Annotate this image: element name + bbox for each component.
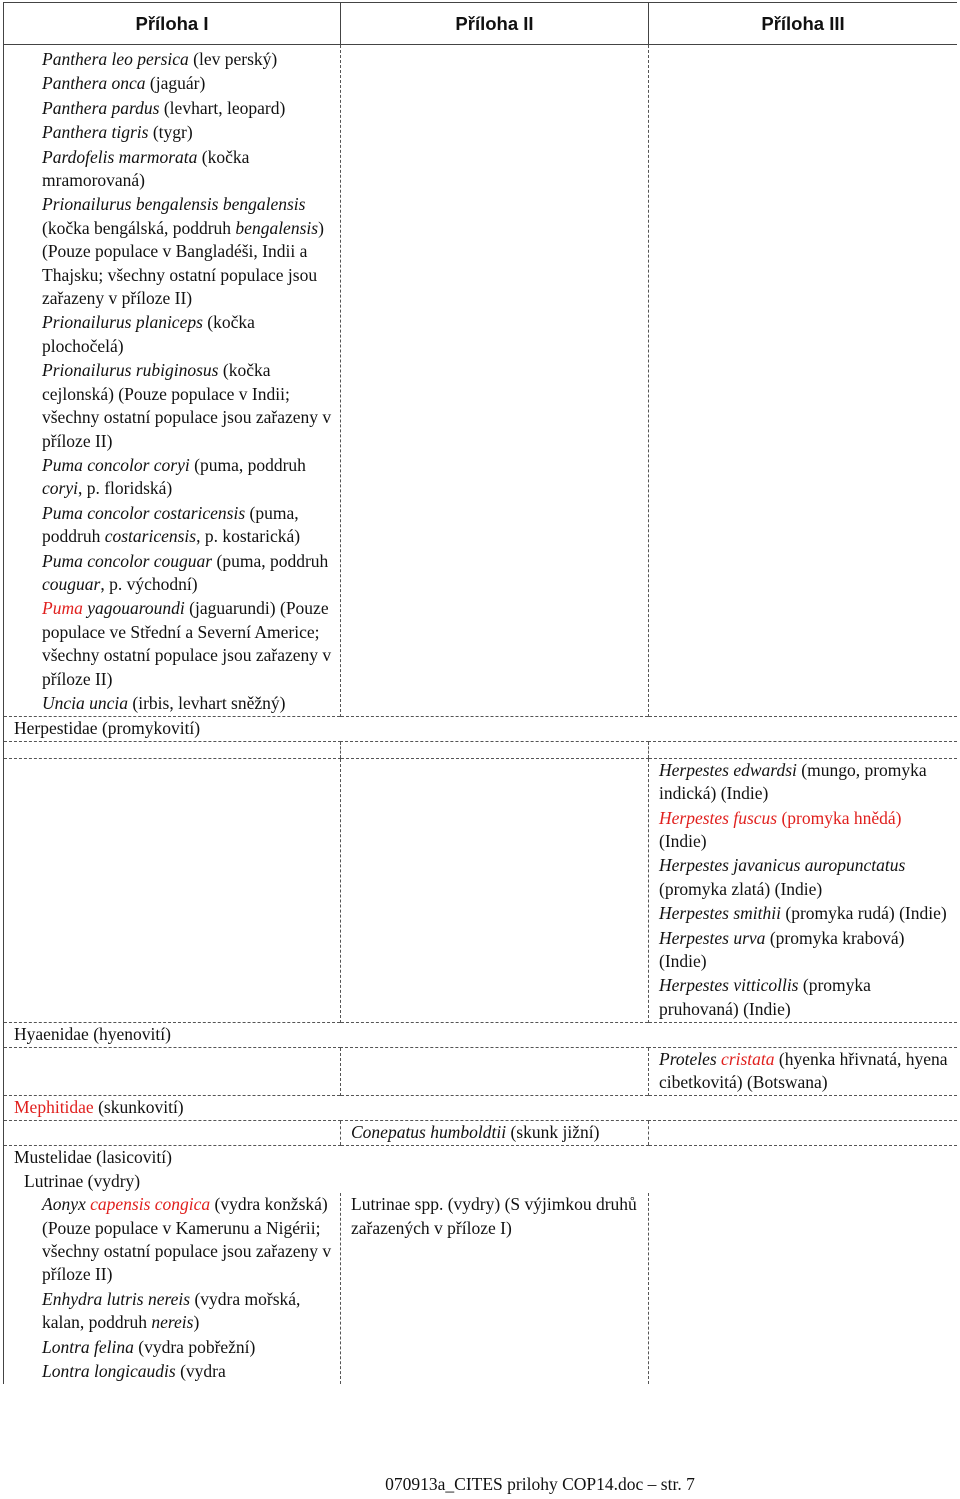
text-run: (hyenka hřivnatá, hyena cibetkovitá) (Botswana) [659,1048,948,1093]
text-run: Puma [42,598,83,619]
mephitidae-appendix-iii-cell [649,1120,958,1145]
text-run: (skunkovití) [93,1097,184,1118]
hyaenidae-appendix-i-cell [4,1047,341,1096]
text-run: costaricensis [104,526,197,547]
herpestidae-appendix-i-cell [4,741,341,758]
species-entry [42,146,332,193]
text-run: Herpestes fuscus [659,807,778,828]
text-run: Hyaenidae (hyenovití) [14,1024,171,1045]
text-run: Herpestes vitticollis [659,975,799,996]
hyaenidae-appendix-ii-cell [341,1047,649,1096]
entry-list [351,1193,640,1240]
text-run: (vydra konžská) (Pouze populace v Kamerunu a Nigérii; všechny ostatní populace jsou zařazeny v příloze II) [42,1194,332,1285]
table-header-row [4,3,958,45]
family-row-herpestidae [4,717,958,741]
text-run: Pardofelis marmorata [42,146,198,167]
text-run: (puma, poddruh [189,454,306,475]
text-run: (skunk jižní) [506,1121,600,1142]
subfamily-row-lutrinae [4,1170,958,1193]
text-run: Proteles [659,1048,717,1069]
text-run: Puma concolor couguar [42,550,213,571]
species-entry [42,193,332,310]
text-run: Lutrinae (vydry) [24,1170,141,1191]
lutrinae-species-row [4,1193,958,1384]
text-run: Herpestes urva [659,927,766,948]
text-run: (vydra [175,1360,226,1381]
entry-list [659,1048,949,1095]
text-run: bengalensis [235,217,319,238]
herpestidae-species-appendix-iii-cell [649,758,958,1022]
text-run: (promyka rudá) (Indie) [781,903,947,924]
header-appendix-ii: Příloha II [341,3,649,45]
text-run: Uncia uncia [42,692,129,713]
subfamily-name [4,1170,958,1193]
felidae-appendix-i-cell [4,45,341,717]
text-run: Conepatus humboldtii [351,1121,507,1142]
text-run: coryi [42,478,78,499]
entry-list [42,48,332,715]
text-run: (vydra pobřežní) [133,1336,256,1357]
lutrinae-appendix-iii-cell [649,1193,958,1384]
text-run: (vydra mořská, kalan, poddruh [42,1288,301,1333]
text-run: (kočka mramorovaná) [42,146,250,191]
species-entry [42,1360,332,1383]
felidae-row [4,45,958,717]
species-entry [42,1193,332,1287]
text-run: Enhydra lutris nereis [42,1288,191,1309]
text-run: Aonyx [42,1194,86,1215]
text-run: (promyka krabová) (Indie) [659,927,905,972]
species-entry [351,1121,640,1144]
entry-list [42,1193,332,1383]
text-run: ) (Pouze populace v Bangladéši, Indii a Thajsku; všechny ostatní populace jsou zařazeny v příloze II) [42,217,324,309]
text-run: (kočka bengálská, poddruh [42,217,236,238]
family-row-mustelidae [4,1146,958,1170]
species-entry [42,359,332,453]
herpestidae-species-row [4,758,958,1022]
species-entry [42,597,332,691]
text-run: couguar [42,573,101,594]
herpestidae-appendix-iii-cell [649,741,958,758]
lutrinae-appendix-i-cell [4,1193,341,1384]
species-entry [659,759,949,806]
species-entry [659,854,949,901]
species-entry [42,502,332,549]
text-run: Lutrinae spp. (vydry) (S výjimkou druhů zařazených v příloze I) [351,1194,637,1238]
species-entry [659,902,949,925]
text-run: (tygr) [148,122,193,143]
text-run: (lev perský) [188,49,278,69]
species-entry [659,927,949,974]
text-run: (promyka hnědá) [777,807,902,828]
text-run: Puma concolor costaricensis [42,502,246,523]
text-run: Lontra longicaudis [42,1360,176,1381]
text-run: Panthera leo persica [42,49,189,69]
text-run: Prionailurus bengalensis bengalensis [42,194,306,215]
herpestidae-species-appendix-i-cell [4,758,341,1022]
herpestidae-appendix-ii-cell [341,741,649,758]
text-run: Panthera tigris [42,122,149,143]
family-name [4,1146,958,1170]
mephitidae-appendix-i-cell [4,1120,341,1145]
text-run: nereis [151,1312,194,1333]
text-run: (irbis, levhart sněžný) [128,692,286,713]
species-entry [42,550,332,597]
text-run: Panthera pardus [42,97,160,118]
text-run: Lontra felina [42,1336,134,1357]
species-entry [42,121,332,144]
species-entry [42,72,332,95]
footer-filename: 070913a_CITES prilohy COP14.doc [385,1474,644,1494]
text-run: (jaguarundi) (Pouze populace ve Střední a Severní Americe; všechny ostatní populace jsou zařazeny v příloze II) [42,598,332,689]
text-run: capensis congica [90,1194,211,1215]
species-entry [351,1193,640,1240]
herpestidae-species-appendix-ii-cell [341,758,649,1022]
text-run: (jaguár) [145,73,206,94]
species-entry [42,692,332,715]
text-run: Mustelidae (lasicovití) [14,1147,172,1168]
mephitidae-appendix-ii-cell [341,1120,649,1145]
text-run: (levhart, leopard) [159,97,286,118]
species-entry [42,1288,332,1335]
text-run: yagouaroundi [87,598,185,619]
text-run: (kočka cejlonská) (Pouze populace v Indii; všechny ostatní populace jsou zařazeny v příloze II) [42,360,332,451]
family-name [4,1023,958,1047]
family-row-mephitidae [4,1096,958,1120]
species-entry [42,1336,332,1359]
header-appendix-i: Příloha I [4,3,341,45]
species-entry [659,974,949,1021]
lutrinae-appendix-ii-cell [341,1193,649,1384]
text-run: Herpestes edwardsi [659,759,797,780]
text-run: (kočka plochočelá) [42,312,255,356]
appendix-table-wrapper [3,2,957,1434]
footer-page-number: str. 7 [660,1474,695,1494]
text-run: Panthera onca [42,73,146,94]
species-entry [42,311,332,358]
text-run: , p. kostarická) [196,526,301,547]
text-run: Puma concolor coryi [42,454,190,475]
entry-list [351,1121,640,1144]
family-name [4,717,958,741]
herpestidae-row [4,741,958,758]
text-run: (promyka zlatá) (Indie) [659,878,823,899]
text-run: cristata [721,1048,775,1069]
footer-text [385,1474,695,1494]
text-run: (mungo, promyka indická) (Indie) [659,759,927,804]
text-run: ) [193,1312,200,1333]
header-appendix-iii: Příloha III [649,3,958,45]
hyaenidae-species-row [4,1047,958,1096]
species-entry [42,48,332,71]
footer-dash: – [643,1474,661,1494]
text-run: Prionailurus planiceps [42,312,203,333]
page-footer [0,1474,960,1495]
text-run: (puma, poddruh [212,550,329,571]
text-run: (puma, poddruh [42,502,299,547]
felidae-appendix-iii-cell [649,45,958,717]
text-run: Herpestes javanicus auropunctatus [659,855,906,876]
text-run: Herpestes smithii [659,903,782,924]
text-run: , p. východní) [100,573,198,594]
species-entry [42,97,332,120]
felidae-appendix-ii-cell [341,45,649,717]
entry-list [659,759,949,1021]
species-entry [42,454,332,501]
mephitidae-species-row [4,1120,958,1145]
family-row-hyaenidae [4,1023,958,1047]
text-run: (Indie) [659,831,707,851]
hyaenidae-appendix-iii-cell [649,1047,958,1096]
text-run: (promyka pruhovaná) (Indie) [659,975,871,1019]
species-entry [659,807,949,854]
text-run: Mephitidae [14,1097,94,1118]
species-entry [659,1048,949,1095]
family-name [4,1096,958,1120]
text-run: , p. floridská) [77,478,173,499]
text-run: Herpestidae (promykovití) [14,718,201,739]
text-run: Prionailurus rubiginosus [42,360,219,381]
cites-appendix-table [3,2,957,1384]
